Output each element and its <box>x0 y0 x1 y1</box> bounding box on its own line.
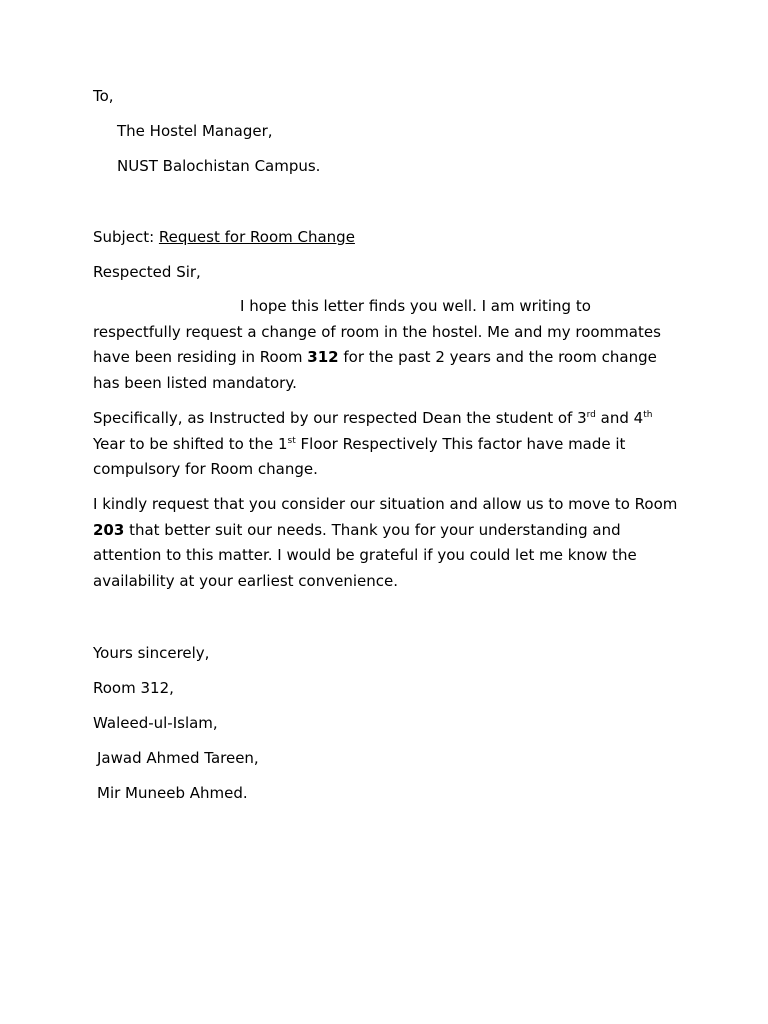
closing: Yours sincerely, <box>93 644 210 662</box>
para3-part1: I kindly request that you consider our situation and allow us to move to Room <box>93 495 678 513</box>
subject-line <box>93 227 355 247</box>
signatory-name-1: Waleed-ul-Islam, <box>93 714 218 732</box>
para2-part2: and 4 <box>595 409 644 427</box>
greeting: Respected Sir, <box>93 263 201 281</box>
paragraph-2 <box>93 406 678 483</box>
para3-part2: that better suit our needs. Thank you for your understanding and attention to this matter. I would be grateful if you could let me know the availability at your earliest convenience. <box>93 520 637 590</box>
para1-part2: for the past 2 years and the room change has been listed mandatory. <box>93 348 657 392</box>
para2-sup3: st <box>287 435 296 446</box>
subject-text: Request for Room Change <box>158 228 355 246</box>
para2-sup2: th <box>643 410 653 420</box>
para2-part1: Specifically, as Instructed by our respected Dean the student of 3 <box>93 409 587 427</box>
para1-part1: I hope this letter finds you well. I am writing to respectfully request a change of room in the hostel. Me and my roommates have been residing in Room <box>93 297 661 366</box>
paragraph-3 <box>93 492 678 594</box>
para2-part3: Year to be shifted to the 1 <box>93 434 288 453</box>
para2-part4: Floor Respectively This factor have made it compulsory for Room change. <box>93 434 626 478</box>
signatory-name-3: Mir Muneeb Ahmed. <box>97 784 248 802</box>
paragraph-1 <box>93 294 678 396</box>
signatory-room: Room 312, <box>93 679 174 697</box>
recipient-org: NUST Balochistan Campus. <box>117 157 321 175</box>
new-room-number: 203 <box>93 520 125 539</box>
current-room-number: 312 <box>307 348 339 366</box>
recipient-title: The Hostel Manager, <box>117 122 273 140</box>
para2-sup1: rd <box>586 410 596 420</box>
salutation-to: To, <box>93 87 114 105</box>
signatory-name-2: Jawad Ahmed Tareen, <box>97 749 259 767</box>
subject-label: Subject: <box>93 228 155 246</box>
